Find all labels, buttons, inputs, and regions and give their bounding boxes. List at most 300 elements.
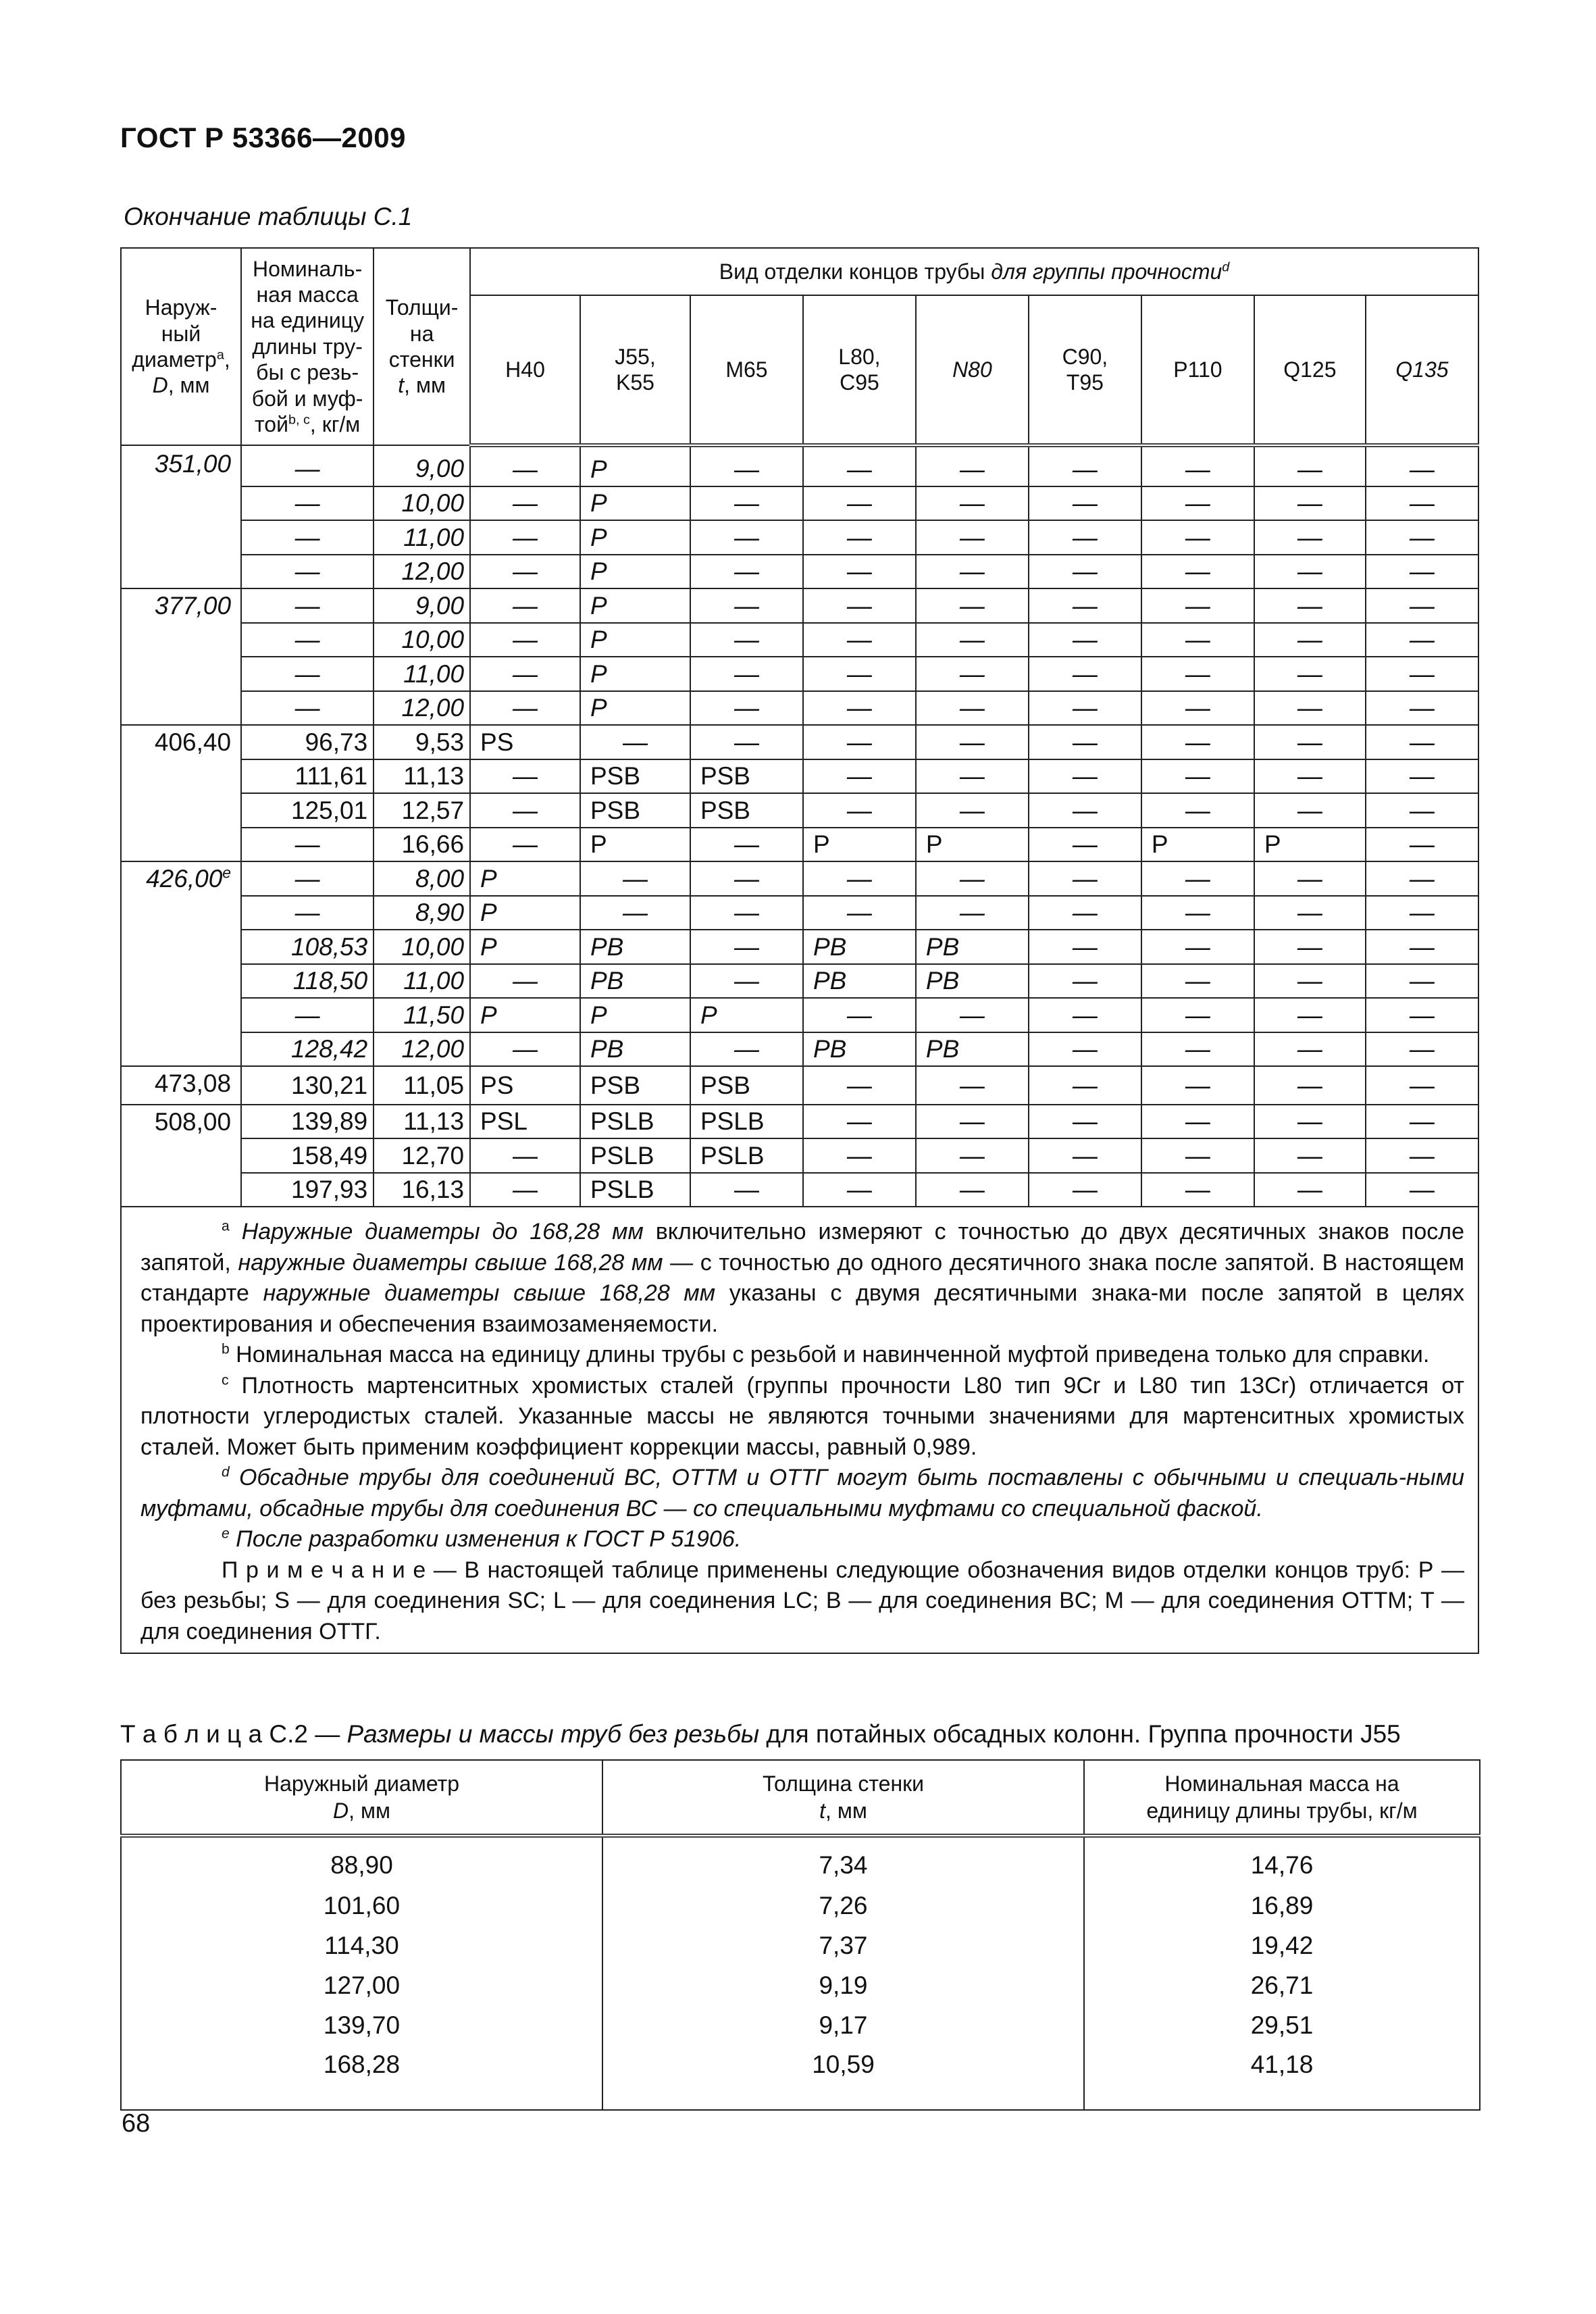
table-row bbox=[121, 623, 1478, 657]
finish-cell: — bbox=[1141, 725, 1254, 759]
finish-cell: P bbox=[470, 896, 580, 930]
nominal-mass-cell: 125,01 bbox=[241, 793, 374, 828]
table-row bbox=[121, 861, 1478, 896]
wall-thickness-cell: 8,00 bbox=[374, 861, 470, 896]
table-row bbox=[121, 998, 1478, 1032]
t2-mass-cell: 41,18 bbox=[1084, 2045, 1480, 2110]
finish-cell: — bbox=[580, 896, 690, 930]
table1-remark: П р и м е ч а н и е — В настоящей таблице применены следующие обозначения видов отделки концов труб: Р — без резьбы; S — для соединения SC; L — для соединения LC; B — для соединения BC; M — для соединения ОТТМ; T — для соединения ОТТГ. bbox=[140, 1557, 1464, 1644]
t2-mass-cell: 29,51 bbox=[1084, 2005, 1480, 2045]
finish-cell: PS bbox=[470, 725, 580, 759]
nominal-mass-cell: — bbox=[241, 486, 374, 521]
finish-cell: — bbox=[916, 657, 1029, 691]
finish-cell: — bbox=[803, 1066, 916, 1105]
finish-cell: PB bbox=[916, 1032, 1029, 1067]
finish-cell: — bbox=[803, 1105, 916, 1139]
table-row bbox=[121, 793, 1478, 828]
wall-thickness-cell: 12,00 bbox=[374, 691, 470, 726]
finish-cell: — bbox=[1029, 793, 1141, 828]
finish-cell: — bbox=[916, 1066, 1029, 1105]
finish-cell: PB bbox=[916, 964, 1029, 999]
table-row bbox=[121, 896, 1478, 930]
finish-cell: — bbox=[1141, 1138, 1254, 1173]
finish-cell: — bbox=[1029, 1105, 1141, 1139]
nominal-mass-cell: — bbox=[241, 445, 374, 486]
finish-cell: — bbox=[1254, 520, 1366, 555]
nominal-mass-cell: — bbox=[241, 896, 374, 930]
finish-cell: — bbox=[470, 445, 580, 486]
finish-cell: — bbox=[1029, 896, 1141, 930]
nominal-mass-cell: — bbox=[241, 691, 374, 726]
finish-cell: — bbox=[1254, 998, 1366, 1032]
finish-cell: — bbox=[1029, 759, 1141, 794]
finish-cell: PSB bbox=[580, 793, 690, 828]
finish-cell: — bbox=[1366, 555, 1478, 589]
finish-cell: — bbox=[1366, 1138, 1478, 1173]
finish-cell: — bbox=[1366, 1173, 1478, 1207]
finish-cell: — bbox=[690, 623, 803, 657]
finish-cell: — bbox=[1029, 486, 1141, 521]
table-row bbox=[121, 725, 1478, 759]
table-row bbox=[121, 1886, 1480, 1926]
finish-cell: — bbox=[1254, 623, 1366, 657]
finish-cell: — bbox=[916, 555, 1029, 589]
table-row bbox=[121, 2005, 1480, 2045]
finish-cell: P bbox=[580, 998, 690, 1032]
finish-cell: PB bbox=[580, 930, 690, 964]
finish-cell: PB bbox=[916, 930, 1029, 964]
t2-mass-cell: 16,89 bbox=[1084, 1886, 1480, 1926]
finish-cell: — bbox=[1254, 1173, 1366, 1207]
finish-cell: — bbox=[1141, 896, 1254, 930]
finish-cell: — bbox=[1029, 588, 1141, 623]
t2-thickness-cell: 7,34 bbox=[602, 1836, 1084, 1886]
t2-diameter-cell: 168,28 bbox=[121, 2045, 602, 2110]
finish-cell: — bbox=[1029, 1138, 1141, 1173]
finish-cell: PSB bbox=[580, 1066, 690, 1105]
table-row bbox=[121, 486, 1478, 521]
finish-cell: P bbox=[470, 998, 580, 1032]
table-c1 bbox=[120, 247, 1479, 1654]
finish-cell: — bbox=[690, 896, 803, 930]
finish-cell: — bbox=[916, 793, 1029, 828]
t2-mass-cell: 14,76 bbox=[1084, 1836, 1480, 1886]
wall-thickness-cell: 12,00 bbox=[374, 1032, 470, 1067]
finish-cell: — bbox=[803, 555, 916, 589]
finish-cell: — bbox=[1254, 861, 1366, 896]
grade-header: H40 bbox=[470, 295, 580, 445]
finish-cell: — bbox=[1141, 998, 1254, 1032]
finish-cell: P bbox=[580, 520, 690, 555]
finish-cell: — bbox=[470, 828, 580, 862]
outer-diameter-cell: 426,00e bbox=[121, 861, 241, 1066]
finish-cell: — bbox=[803, 445, 916, 486]
finish-cell: — bbox=[1029, 964, 1141, 999]
finish-cell: — bbox=[690, 861, 803, 896]
finish-cell: — bbox=[1254, 793, 1366, 828]
nominal-mass-cell: — bbox=[241, 998, 374, 1032]
finish-cell: P bbox=[803, 828, 916, 862]
table-row bbox=[121, 1066, 1478, 1105]
finish-cell: — bbox=[1141, 964, 1254, 999]
finish-cell: — bbox=[916, 1173, 1029, 1207]
table-row bbox=[121, 555, 1478, 589]
finish-cell: — bbox=[470, 623, 580, 657]
finish-cell: — bbox=[1254, 759, 1366, 794]
finish-cell: — bbox=[1254, 1066, 1366, 1105]
finish-cell: — bbox=[916, 759, 1029, 794]
table-row bbox=[121, 930, 1478, 964]
finish-cell: — bbox=[1254, 725, 1366, 759]
finish-cell: — bbox=[580, 861, 690, 896]
footnote-e: $^e$ После разработки изменения к ГОСТ Р 51906. bbox=[222, 1526, 742, 1552]
finish-cell: PB bbox=[580, 964, 690, 999]
finish-cell: — bbox=[803, 861, 916, 896]
finish-cell: — bbox=[690, 964, 803, 999]
finish-cell: — bbox=[1366, 520, 1478, 555]
table-row bbox=[121, 1105, 1478, 1139]
table-row bbox=[121, 964, 1478, 999]
finish-cell: — bbox=[1254, 964, 1366, 999]
finish-cell: — bbox=[1366, 964, 1478, 999]
finish-cell: — bbox=[1141, 588, 1254, 623]
wall-thickness-cell: 8,90 bbox=[374, 896, 470, 930]
t2-mass-cell: 19,42 bbox=[1084, 1926, 1480, 1965]
finish-cell: — bbox=[916, 588, 1029, 623]
finish-cell: — bbox=[1366, 759, 1478, 794]
finish-cell: — bbox=[1254, 896, 1366, 930]
t2-diameter-cell: 114,30 bbox=[121, 1926, 602, 1965]
outer-diameter-cell: 406,40 bbox=[121, 725, 241, 861]
outer-diameter-cell: 377,00 bbox=[121, 588, 241, 725]
wall-thickness-cell: 11,05 bbox=[374, 1066, 470, 1105]
wall-thickness-cell: 9,53 bbox=[374, 725, 470, 759]
grade-header: C90, T95 bbox=[1029, 295, 1141, 445]
finish-cell: — bbox=[803, 1173, 916, 1207]
finish-cell: — bbox=[1029, 520, 1141, 555]
table-row bbox=[121, 691, 1478, 726]
finish-cell: — bbox=[916, 725, 1029, 759]
finish-cell: PSLB bbox=[580, 1138, 690, 1173]
nominal-mass-cell: 139,89 bbox=[241, 1105, 374, 1139]
table-row bbox=[121, 2045, 1480, 2110]
finish-cell: — bbox=[916, 691, 1029, 726]
finish-cell: — bbox=[690, 1173, 803, 1207]
finish-cell: P bbox=[580, 623, 690, 657]
col-header-nominal-mass: Номиналь- ная масса на единицу длины тру- бы с резь- бой и муф- той$^{b, c}$, кг/м bbox=[241, 248, 374, 445]
finish-cell: — bbox=[803, 793, 916, 828]
finish-cell: — bbox=[690, 486, 803, 521]
table-row bbox=[121, 1173, 1478, 1207]
finish-cell: — bbox=[1029, 657, 1141, 691]
finish-cell: PSL bbox=[470, 1105, 580, 1139]
finish-cell: — bbox=[1366, 861, 1478, 896]
footnote-a: $^a$ Наружные диаметры до 168,28 мм включительно измеряют с точностью до двух десятичных знаков после запятой, наружные диаметры свыше 168,28 мм — с точностью до одного десятичного знака после запятой. В настоящем стандарте наружные диаметры свыше 168,28 мм указаны с двумя десятичными знака-ми после запятой в целях проектирования и обеспечения взаимозаменяемости. bbox=[140, 1218, 1464, 1337]
finish-cell: — bbox=[1141, 1105, 1254, 1139]
finish-cell: — bbox=[1366, 793, 1478, 828]
t2-thickness-cell: 9,17 bbox=[602, 2005, 1084, 2045]
table-row bbox=[121, 1032, 1478, 1067]
finish-cell: — bbox=[1141, 1032, 1254, 1067]
wall-thickness-cell: 11,00 bbox=[374, 657, 470, 691]
finish-cell: — bbox=[1254, 1032, 1366, 1067]
finish-cell: — bbox=[1141, 623, 1254, 657]
table-row bbox=[121, 1965, 1480, 2005]
finish-cell: — bbox=[1254, 486, 1366, 521]
table-row bbox=[121, 828, 1478, 862]
grade-header: Q135 bbox=[1366, 295, 1478, 445]
col-header-diameter: Наруж- ный диаметр$^a$, D, мм bbox=[121, 248, 241, 445]
finish-cell: — bbox=[1141, 861, 1254, 896]
finish-cell: — bbox=[803, 896, 916, 930]
finish-cell: — bbox=[470, 793, 580, 828]
finish-cell: — bbox=[690, 657, 803, 691]
footnote-d: $^d$ Обсадные трубы для соединений ВС, ОТТМ и ОТТГ могут быть поставлены с обычными и специаль-ными муфтами, обсадные трубы для соединения ВС — со специальными муфтами со специальной фаской. bbox=[140, 1464, 1464, 1521]
t2-thickness-cell: 9,19 bbox=[602, 1965, 1084, 2005]
finish-cell: — bbox=[1029, 930, 1141, 964]
table-row bbox=[121, 445, 1478, 486]
wall-thickness-cell: 16,13 bbox=[374, 1173, 470, 1207]
col-header-wall-thickness: Толщи- на стенки t, мм bbox=[374, 248, 470, 445]
finish-cell: P bbox=[580, 555, 690, 589]
finish-cell: — bbox=[803, 623, 916, 657]
finish-cell: — bbox=[1141, 759, 1254, 794]
table1-footnotes bbox=[121, 1207, 1478, 1653]
finish-cell: PSB bbox=[690, 793, 803, 828]
footnote-c: $^c$ Плотность мартенситных хромистых сталей (группы прочности L80 тип 9Cr и L80 тип 13Cr) отличается от плотности углеродистых сталей. Указанные массы не являются точными значениями для мартенситных хромистых сталей. Может быть применим коэффициент коррекции массы, равный 0,989. bbox=[140, 1372, 1464, 1460]
finish-cell: — bbox=[916, 998, 1029, 1032]
finish-cell: — bbox=[690, 828, 803, 862]
wall-thickness-cell: 12,70 bbox=[374, 1138, 470, 1173]
finish-cell: PSLB bbox=[690, 1138, 803, 1173]
wall-thickness-cell: 12,00 bbox=[374, 555, 470, 589]
finish-cell: PSB bbox=[690, 1066, 803, 1105]
finish-cell: — bbox=[1254, 588, 1366, 623]
finish-cell: — bbox=[580, 725, 690, 759]
grade-header: M65 bbox=[690, 295, 803, 445]
finish-cell: — bbox=[470, 520, 580, 555]
finish-cell: — bbox=[803, 588, 916, 623]
finish-cell: — bbox=[1366, 930, 1478, 964]
finish-cell: — bbox=[1366, 486, 1478, 521]
finish-cell: — bbox=[803, 691, 916, 726]
finish-cell: — bbox=[1029, 861, 1141, 896]
finish-cell: PSLB bbox=[580, 1173, 690, 1207]
table-row bbox=[121, 1836, 1480, 1886]
finish-cell: P bbox=[470, 930, 580, 964]
finish-cell: — bbox=[690, 691, 803, 726]
finish-cell: — bbox=[690, 555, 803, 589]
finish-cell: — bbox=[1141, 1173, 1254, 1207]
finish-cell: — bbox=[470, 759, 580, 794]
finish-cell: — bbox=[470, 964, 580, 999]
finish-cell: PSLB bbox=[690, 1105, 803, 1139]
finish-cell: — bbox=[1029, 623, 1141, 657]
wall-thickness-cell: 10,00 bbox=[374, 623, 470, 657]
finish-cell: — bbox=[470, 691, 580, 726]
finish-cell: PSB bbox=[690, 759, 803, 794]
finish-cell: — bbox=[690, 588, 803, 623]
finish-cell: — bbox=[690, 520, 803, 555]
finish-cell: — bbox=[1254, 1138, 1366, 1173]
table-c2 bbox=[120, 1759, 1481, 2111]
t2-thickness-cell: 7,26 bbox=[602, 1886, 1084, 1926]
finish-cell: — bbox=[1366, 588, 1478, 623]
nominal-mass-cell: — bbox=[241, 861, 374, 896]
finish-cell: — bbox=[470, 555, 580, 589]
finish-cell: PB bbox=[580, 1032, 690, 1067]
finish-cell: — bbox=[1029, 1032, 1141, 1067]
wall-thickness-cell: 12,57 bbox=[374, 793, 470, 828]
page-number: 68 bbox=[122, 2109, 151, 2138]
finish-cell: — bbox=[1141, 520, 1254, 555]
finish-cell: — bbox=[470, 486, 580, 521]
nominal-mass-cell: — bbox=[241, 623, 374, 657]
finish-cell: — bbox=[1029, 555, 1141, 589]
finish-cell: — bbox=[803, 486, 916, 521]
finish-cell: PSB bbox=[580, 759, 690, 794]
finish-cell: — bbox=[690, 1032, 803, 1067]
finish-cell: — bbox=[1366, 896, 1478, 930]
wall-thickness-cell: 10,00 bbox=[374, 930, 470, 964]
finish-cell: P bbox=[1141, 828, 1254, 862]
finish-cell: — bbox=[1029, 998, 1141, 1032]
table-row bbox=[121, 657, 1478, 691]
finish-cell: PS bbox=[470, 1066, 580, 1105]
finish-cell: P bbox=[580, 657, 690, 691]
finish-cell: — bbox=[1254, 930, 1366, 964]
finish-cell: — bbox=[803, 725, 916, 759]
outer-diameter-cell: 351,00 bbox=[121, 445, 241, 588]
finish-cell: — bbox=[916, 1105, 1029, 1139]
table-row bbox=[121, 759, 1478, 794]
wall-thickness-cell: 11,00 bbox=[374, 520, 470, 555]
finish-cell: PSLB bbox=[580, 1105, 690, 1139]
t2-diameter-cell: 101,60 bbox=[121, 1886, 602, 1926]
finish-cell: P bbox=[916, 828, 1029, 862]
finish-cell: — bbox=[1254, 657, 1366, 691]
wall-thickness-cell: 11,00 bbox=[374, 964, 470, 999]
finish-cell: — bbox=[1141, 657, 1254, 691]
table2-caption: Т а б л и ц а С.2 — Размеры и массы труб без резьбы для потайных обсадных колонн. Группа прочности J55 bbox=[120, 1720, 1401, 1748]
table1-caption: Окончание таблицы С.1 bbox=[124, 203, 413, 230]
wall-thickness-cell: 10,00 bbox=[374, 486, 470, 521]
finish-cell: — bbox=[1254, 1105, 1366, 1139]
t2-header-mass: Номинальная масса на единицу длины трубы, кг/м bbox=[1084, 1760, 1480, 1836]
table1-header bbox=[121, 248, 1478, 445]
finish-cell: — bbox=[1366, 1066, 1478, 1105]
finish-cell: — bbox=[1029, 725, 1141, 759]
nominal-mass-cell: 111,61 bbox=[241, 759, 374, 794]
finish-cell: — bbox=[916, 896, 1029, 930]
finish-cell: — bbox=[1141, 486, 1254, 521]
finish-cell: — bbox=[1366, 998, 1478, 1032]
finish-cell: — bbox=[1141, 793, 1254, 828]
table1-body bbox=[121, 445, 1478, 1207]
nominal-mass-cell: 118,50 bbox=[241, 964, 374, 999]
nominal-mass-cell: 197,93 bbox=[241, 1173, 374, 1207]
t2-thickness-cell: 7,37 bbox=[602, 1926, 1084, 1965]
finish-cell: P bbox=[580, 828, 690, 862]
table-row bbox=[121, 1138, 1478, 1173]
finish-cell: PB bbox=[803, 930, 916, 964]
nominal-mass-cell: 158,49 bbox=[241, 1138, 374, 1173]
finish-cell: — bbox=[1366, 657, 1478, 691]
finish-cell: P bbox=[470, 861, 580, 896]
wall-thickness-cell: 16,66 bbox=[374, 828, 470, 862]
t2-mass-cell: 26,71 bbox=[1084, 1965, 1480, 2005]
finish-cell: — bbox=[1029, 1173, 1141, 1207]
finish-cell: — bbox=[803, 657, 916, 691]
finish-cell: — bbox=[803, 998, 916, 1032]
finish-cell: — bbox=[470, 1173, 580, 1207]
grade-header: Q125 bbox=[1254, 295, 1366, 445]
t2-diameter-cell: 139,70 bbox=[121, 2005, 602, 2045]
finish-cell: — bbox=[916, 520, 1029, 555]
grade-header: J55, K55 bbox=[580, 295, 690, 445]
wall-thickness-cell: 9,00 bbox=[374, 588, 470, 623]
t2-diameter-cell: 88,90 bbox=[121, 1836, 602, 1886]
finish-cell: — bbox=[1029, 691, 1141, 726]
finish-cell: — bbox=[470, 588, 580, 623]
document-code: ГОСТ Р 53366—2009 bbox=[120, 122, 406, 153]
finish-cell: PB bbox=[803, 1032, 916, 1067]
finish-cell: — bbox=[690, 445, 803, 486]
grade-header: N80 bbox=[916, 295, 1029, 445]
finish-cell: — bbox=[470, 1032, 580, 1067]
col-header-finish-group: Вид отделки концов трубы для группы прочности$^d$ bbox=[470, 248, 1478, 295]
finish-cell: — bbox=[1141, 445, 1254, 486]
finish-cell: — bbox=[1254, 445, 1366, 486]
outer-diameter-cell: 473,08 bbox=[121, 1066, 241, 1105]
finish-cell: — bbox=[1029, 828, 1141, 862]
finish-cell: — bbox=[803, 520, 916, 555]
finish-cell: — bbox=[1366, 725, 1478, 759]
nominal-mass-cell: — bbox=[241, 828, 374, 862]
finish-cell: P bbox=[580, 486, 690, 521]
finish-cell: — bbox=[690, 725, 803, 759]
nominal-mass-cell: 96,73 bbox=[241, 725, 374, 759]
t2-diameter-cell: 127,00 bbox=[121, 1965, 602, 2005]
t2-thickness-cell: 10,59 bbox=[602, 2045, 1084, 2110]
finish-cell: — bbox=[916, 861, 1029, 896]
nominal-mass-cell: — bbox=[241, 555, 374, 589]
finish-cell: PB bbox=[803, 964, 916, 999]
finish-cell: — bbox=[1366, 623, 1478, 657]
finish-cell: — bbox=[690, 930, 803, 964]
finish-cell: — bbox=[1366, 828, 1478, 862]
finish-cell: — bbox=[1141, 555, 1254, 589]
wall-thickness-cell: 11,13 bbox=[374, 759, 470, 794]
finish-cell: P bbox=[580, 588, 690, 623]
finish-cell: — bbox=[916, 623, 1029, 657]
nominal-mass-cell: — bbox=[241, 520, 374, 555]
finish-cell: — bbox=[803, 759, 916, 794]
nominal-mass-cell: 128,42 bbox=[241, 1032, 374, 1067]
finish-cell: — bbox=[1254, 691, 1366, 726]
finish-cell: — bbox=[1366, 1105, 1478, 1139]
finish-cell: P bbox=[1254, 828, 1366, 862]
finish-cell: — bbox=[1366, 1032, 1478, 1067]
finish-cell: — bbox=[1029, 1066, 1141, 1105]
finish-cell: P bbox=[580, 445, 690, 486]
finish-cell: — bbox=[916, 486, 1029, 521]
finish-cell: — bbox=[1141, 691, 1254, 726]
finish-cell: — bbox=[1366, 445, 1478, 486]
finish-cell: — bbox=[916, 1138, 1029, 1173]
table-row bbox=[121, 588, 1478, 623]
wall-thickness-cell: 9,00 bbox=[374, 445, 470, 486]
